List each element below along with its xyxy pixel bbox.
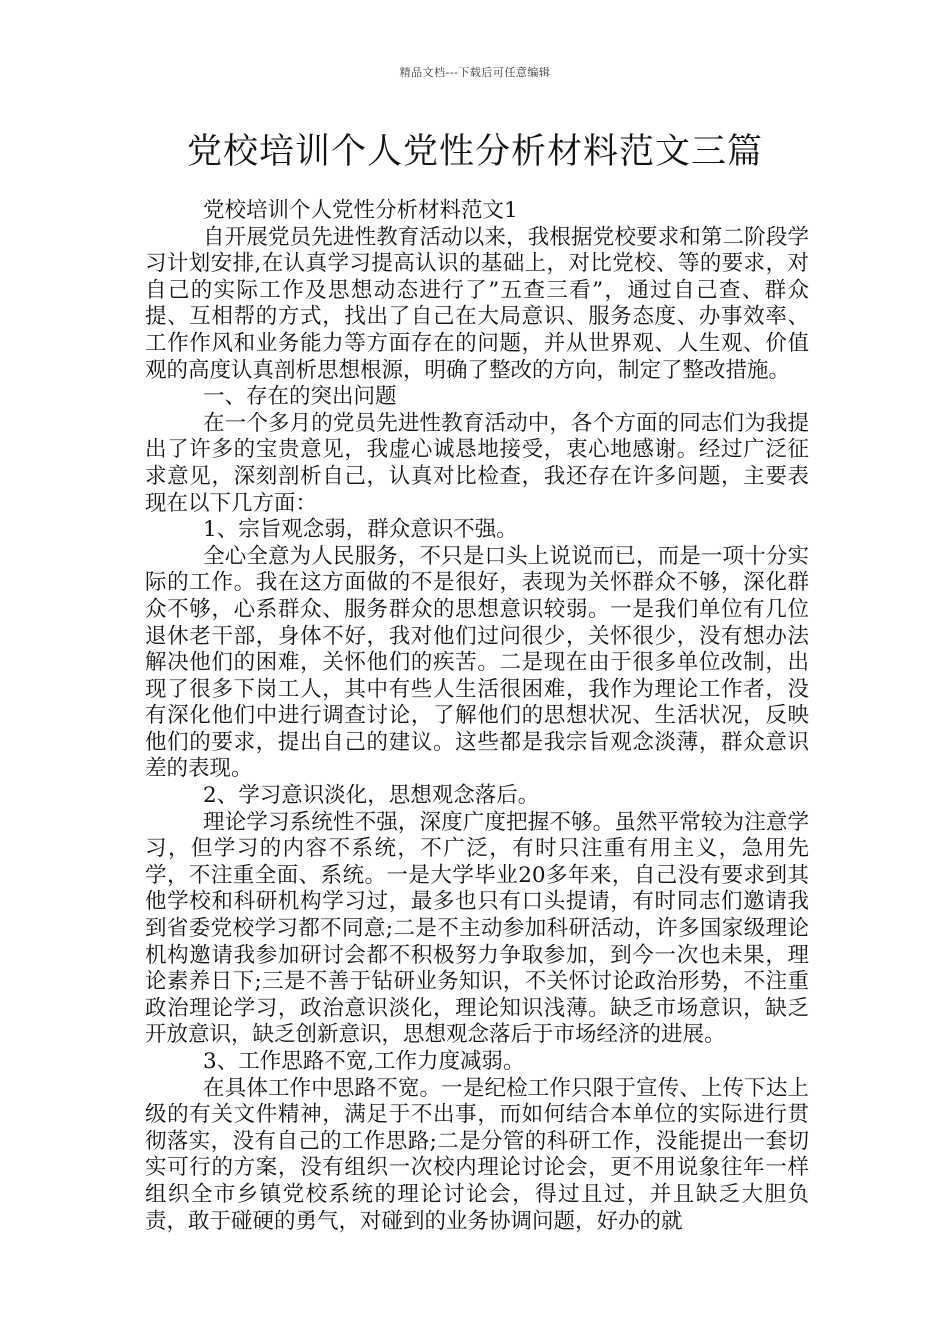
body-paragraph: 在一个多月的党员先进性教育活动中，各个方面的同志们为我提出了许多的宝贵意见，我虚心诚恳地接受，衷心地感谢。经过广泛征求意见，深刻剖析自己，认真对比检查，我还存在许多问题，主要表现在以下几方面： [145, 410, 809, 516]
body-paragraph: 全心全意为人民服务，不只是口头上说说而已，而是一项十分实际的工作。我在这方面做的不是很好，表现为关怀群众不够，深化群众不够，心系群众、服务群众的思想意识较弱。一是我们单位有几位退休老干部，身体不好，我对他们过问很少，关怀很少，没有想办法解决他们的困难，关怀他们的疾苦。二是现在由于很多单位改制，出现了很多下岗工人，其中有些人生活很困难，我作为理论工作者，没有深化他们中进行调查讨论，了解他们的思想状况、生活状况，反映他们的要求，提出自己的建议。这些都是我宗旨观念淡薄，群众意识差的表现。 [145, 543, 809, 782]
subsection-heading: 2、学习意识淡化，思想观念落后。 [203, 783, 540, 809]
body-paragraph: 理论学习系统性不强，深度广度把握不够。虽然平常较为注意学习，但学习的内容不系统，不广泛，有时只注重有用主义，急用先学，不注重全面、系统。一是大学毕业20多年来，自己没有要求到其他学校和科研机构学习过，最多也只有口头提请，有时同志们邀请我到省委党校学习都不同意;二是不主动参加科研活动，许多国家级理论机构邀请我参加研讨会都不积极努力争取参加，到今一次也未果，理论素养日下;三是不善于钻研业务知识，不关怀讨论政治形势，不注重政治理论学习，政治意识淡化，理论知识浅薄。缺乏市场意识，缺乏开放意识，缺乏创新意识，思想观念落后于市场经济的进展。 [145, 809, 809, 1048]
subtitle-paragraph: 党校培训个人党性分析材料范文1 [203, 198, 518, 223]
body-paragraph: 自开展党员先进性教育活动以来，我根据党校要求和第二阶段学习计划安排,在认真学习提高认识的基础上，对比党校、等的要求，对自己的实际工作及思想动态进行了”五查三看”，通过自己查、群众提、互相帮的方式，找出了自己在大局意识、服务态度、办事效率、工作作风和业务能力等方面存在的问题，并从世界观、人生观、价值观的高度认真剖析思想根源，明确了整改的方向，制定了整改措施。 [145, 224, 809, 383]
document-title: 党校培训个人党性分析材料范文三篇 [186, 132, 763, 172]
document-body [145, 198, 809, 1235]
subsection-heading: 3、工作思路不宽,工作力度减弱。 [203, 1049, 525, 1074]
section-heading: 一、存在的突出问题 [203, 384, 397, 410]
body-paragraph: 在具体工作中思路不宽。一是纪检工作只限于宣传、上传下达上级的有关文件精神，满足于不出事，而如何结合本单位的实际进行贯彻落实，没有自己的工作思路;二是分管的科研工作，没能提出一套切实可行的方案，没有组织一次校内理论讨论会，更不用说象往年一样组织全市乡镇党校系统的理论讨论会，得过且过，并且缺乏大胆负责，敢于碰硬的勇气，对碰到的业务协调问题，好办的就 [145, 1075, 809, 1234]
header-note: 精品文档---下载后可任意编辑 [399, 66, 551, 79]
subsection-heading: 1、宗旨观念弱，群众意识不强。 [203, 517, 518, 543]
